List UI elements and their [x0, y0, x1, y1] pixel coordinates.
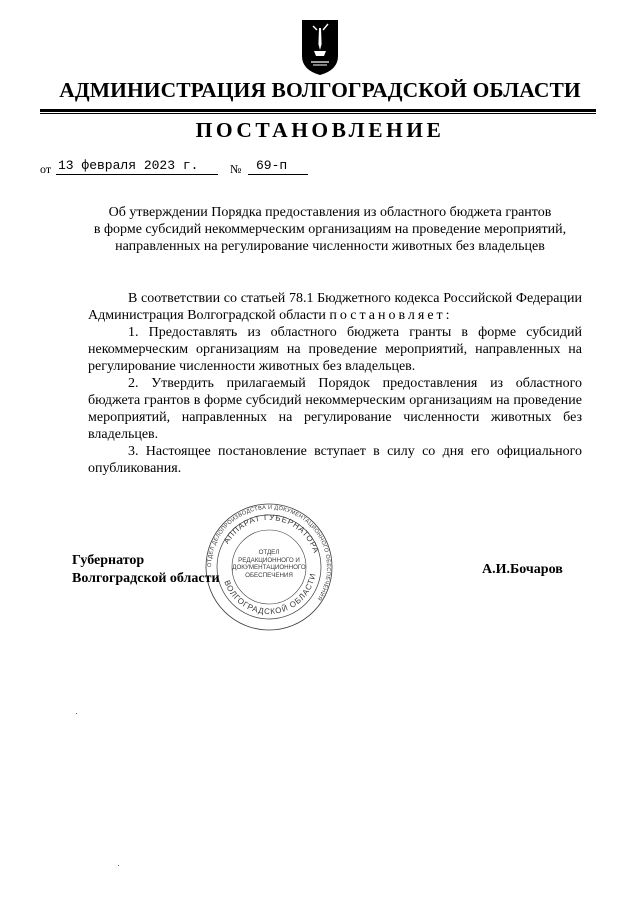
document-number: 69-п: [256, 158, 288, 173]
position-line: Губернатор: [72, 553, 145, 568]
body-item: 2. Утвердить прилагаемый Порядок предоставления из областного бюджета грантов в форме субсидий некоммерческим организациям на проведение мероприятий, направленных на регулирование численности животных без владельцев.: [88, 376, 582, 442]
document-date: 13 февраля 2023 г.: [58, 158, 199, 173]
coat-of-arms-emblem: [300, 18, 340, 76]
subject-line: в форме субсидий некоммерческим организациям на проведение мероприятий,: [93, 222, 567, 237]
signatory-position: [72, 552, 220, 588]
seal-middle-text: АППАРАТ ГУБЕРНАТОРА: [221, 512, 321, 555]
seal-center-line: ОБЕСПЕЧЕНИЯ: [245, 571, 293, 579]
header-divider-thin: [40, 113, 596, 114]
organization-title: АДМИНИСТРАЦИЯ ВОЛГОГРАДСКОЙ ОБЛАСТИ: [59, 78, 581, 102]
date-from-label: от: [40, 162, 52, 176]
header-divider-thick: [40, 109, 596, 112]
number-label: №: [230, 162, 242, 176]
seal-center-line: РЕДАКЦИОННОГО И: [238, 556, 300, 564]
document-subject: [70, 204, 590, 255]
subject-line: направленных на регулирование численности животных без владельцев: [115, 239, 545, 254]
date-number-line: [40, 158, 340, 178]
preamble-action: постановляет:: [329, 308, 453, 323]
seal-center-line: ДОКУМЕНТАЦИОННОГО: [232, 564, 306, 571]
number-underline: [248, 174, 308, 175]
seal-bottom-text: ВОЛГОГРАДСКОЙ ОБЛАСТИ: [222, 571, 318, 617]
scan-speck: [118, 865, 119, 866]
subject-line: Об утверждении Порядка предоставления из областного бюджета грантов: [108, 205, 552, 220]
preamble-paragraph: [88, 290, 582, 324]
signatory-name: А.И.Бочаров: [482, 562, 563, 577]
seal-center-line: ОТДЕЛ: [258, 549, 280, 556]
preamble-text: В соответствии со статьей 78.1 Бюджетного кодекса Российской Федерации Администрация Волгоградской области: [88, 291, 582, 323]
date-underline: [56, 174, 218, 175]
position-line: Волгоградской области: [72, 571, 220, 586]
body-item: 3. Настоящее постановление вступает в силу со дня его официального опубликования.: [88, 444, 582, 476]
body-item: 1. Предоставлять из областного бюджета гранты в форме субсидий некоммерческим организациям на проведение мероприятий, направленных на регулирование численности животных без владельцев.: [88, 325, 582, 374]
document-type-title: ПОСТАНОВЛЕНИЕ: [195, 118, 445, 142]
document-body: [88, 290, 582, 477]
scan-speck: [76, 713, 77, 714]
seal-outer-text: ОТДЕЛ ДЕЛОПРОИЗВОДСТВА И ДОКУМЕНТАЦИОННОГО ОБЕСПЕЧЕНИЯ: [206, 504, 332, 602]
seal-center-text: [226, 549, 312, 579]
